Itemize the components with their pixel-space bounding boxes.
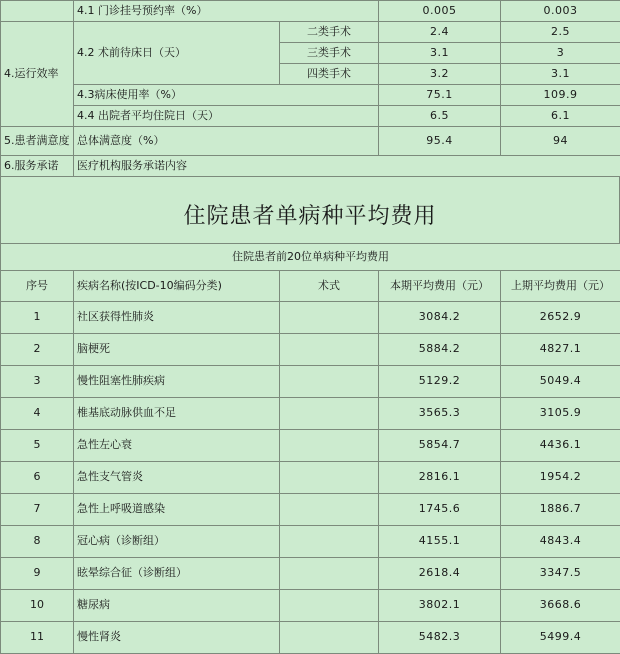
seq-cell: 7 (1, 494, 74, 526)
seq-cell: 6 (1, 462, 74, 494)
table-row (1, 366, 620, 398)
disease-name-cell: 慢性阻塞性肺疾病 (74, 366, 280, 398)
table-row (1, 106, 620, 127)
table-row (1, 590, 620, 622)
current-value: 0.005 (379, 1, 501, 22)
disease-name-cell: 慢性肾炎 (74, 622, 280, 654)
procedure-cell (280, 334, 379, 366)
section-label: 6.服务承诺 (1, 156, 74, 177)
seq-cell: 3 (1, 366, 74, 398)
current-cost-cell: 1745.6 (379, 494, 501, 526)
section-label: 4.运行效率 (1, 22, 74, 127)
table-row (1, 334, 620, 366)
previous-cost-cell: 3668.6 (501, 590, 620, 622)
metric-label: 总体满意度（%） (74, 127, 379, 156)
current-value: 3.2 (379, 64, 501, 85)
previous-value: 3.1 (501, 64, 620, 85)
disease-name-cell: 社区获得性肺炎 (74, 302, 280, 334)
table-header-row (1, 271, 620, 302)
current-cost-cell: 3565.3 (379, 398, 501, 430)
procedure-cell (280, 462, 379, 494)
current-cost-cell: 5854.7 (379, 430, 501, 462)
previous-cost-cell: 4827.1 (501, 334, 620, 366)
metric-label: 4.3病床使用率（%） (74, 85, 379, 106)
table-body (1, 302, 620, 654)
disease-name-cell: 急性支气管炎 (74, 462, 280, 494)
current-value: 2.4 (379, 22, 501, 43)
previous-value: 6.1 (501, 106, 620, 127)
seq-cell: 1 (1, 302, 74, 334)
procedure-cell (280, 398, 379, 430)
seq-cell: 2 (1, 334, 74, 366)
operation-metrics-table (0, 0, 620, 177)
column-header-current-cost: 本期平均费用（元） (379, 271, 501, 302)
disease-name-cell: 急性左心衰 (74, 430, 280, 462)
table-row (1, 22, 620, 43)
disease-name-cell: 急性上呼吸道感染 (74, 494, 280, 526)
surgery-type: 二类手术 (280, 22, 379, 43)
metric-label: 4.1 门诊挂号预约率（%） (74, 1, 379, 22)
current-cost-cell: 5482.3 (379, 622, 501, 654)
procedure-cell (280, 526, 379, 558)
seq-cell: 8 (1, 526, 74, 558)
current-cost-cell: 4155.1 (379, 526, 501, 558)
seq-cell: 10 (1, 590, 74, 622)
current-value: 3.1 (379, 43, 501, 64)
surgery-type: 三类手术 (280, 43, 379, 64)
procedure-cell (280, 558, 379, 590)
current-cost-cell: 2816.1 (379, 462, 501, 494)
table-row (1, 127, 620, 156)
table-row (1, 462, 620, 494)
current-value: 95.4 (379, 127, 501, 156)
previous-cost-cell: 3105.9 (501, 398, 620, 430)
table-row (1, 156, 620, 177)
table-row (1, 302, 620, 334)
table-row (1, 622, 620, 654)
procedure-cell (280, 366, 379, 398)
previous-cost-cell: 5499.4 (501, 622, 620, 654)
previous-cost-cell: 3347.5 (501, 558, 620, 590)
disease-cost-table (0, 243, 620, 654)
current-value: 6.5 (379, 106, 501, 127)
page-title: 住院患者单病种平均费用 (1, 199, 619, 230)
surgery-type: 四类手术 (280, 64, 379, 85)
metric-label: 4.2 术前待床日（天） (74, 22, 280, 85)
column-header-seq: 序号 (1, 271, 74, 302)
current-cost-cell: 2618.4 (379, 558, 501, 590)
column-header-previous-cost: 上期平均费用（元） (501, 271, 620, 302)
table-row (1, 430, 620, 462)
previous-value: 109.9 (501, 85, 620, 106)
previous-cost-cell: 1954.2 (501, 462, 620, 494)
procedure-cell (280, 494, 379, 526)
seq-cell: 4 (1, 398, 74, 430)
previous-cost-cell: 5049.4 (501, 366, 620, 398)
current-cost-cell: 5129.2 (379, 366, 501, 398)
table-subtitle: 住院患者前20位单病种平均费用 (1, 244, 620, 271)
previous-cost-cell: 4436.1 (501, 430, 620, 462)
seq-cell: 11 (1, 622, 74, 654)
table-row (1, 558, 620, 590)
previous-cost-cell: 2652.9 (501, 302, 620, 334)
table-row (1, 85, 620, 106)
table-row (1, 526, 620, 558)
column-header-procedure: 术式 (280, 271, 379, 302)
previous-value: 3 (501, 43, 620, 64)
previous-value: 2.5 (501, 22, 620, 43)
previous-value: 94 (501, 127, 620, 156)
current-cost-cell: 5884.2 (379, 334, 501, 366)
metric-label: 医疗机构服务承诺内容 (74, 156, 620, 177)
table-row (1, 494, 620, 526)
table-row (1, 1, 620, 22)
disease-name-cell: 眩晕综合征（诊断组） (74, 558, 280, 590)
table-row (1, 398, 620, 430)
previous-cost-cell: 4843.4 (501, 526, 620, 558)
previous-value: 0.003 (501, 1, 620, 22)
previous-cost-cell: 1886.7 (501, 494, 620, 526)
procedure-cell (280, 590, 379, 622)
column-header-disease: 疾病名称(按ICD-10编码分类) (74, 271, 280, 302)
current-cost-cell: 3084.2 (379, 302, 501, 334)
metric-label: 4.4 出院者平均住院日（天） (74, 106, 379, 127)
current-value: 75.1 (379, 85, 501, 106)
seq-cell: 5 (1, 430, 74, 462)
procedure-cell (280, 622, 379, 654)
procedure-cell (280, 302, 379, 334)
disease-name-cell: 糖尿病 (74, 590, 280, 622)
current-cost-cell: 3802.1 (379, 590, 501, 622)
disease-name-cell: 冠心病（诊断组） (74, 526, 280, 558)
table-subtitle-row (1, 244, 620, 271)
title-band (0, 177, 620, 243)
section-label: 5.患者满意度 (1, 127, 74, 156)
disease-name-cell: 脑梗死 (74, 334, 280, 366)
section-label (1, 1, 74, 22)
seq-cell: 9 (1, 558, 74, 590)
procedure-cell (280, 430, 379, 462)
disease-name-cell: 椎基底动脉供血不足 (74, 398, 280, 430)
